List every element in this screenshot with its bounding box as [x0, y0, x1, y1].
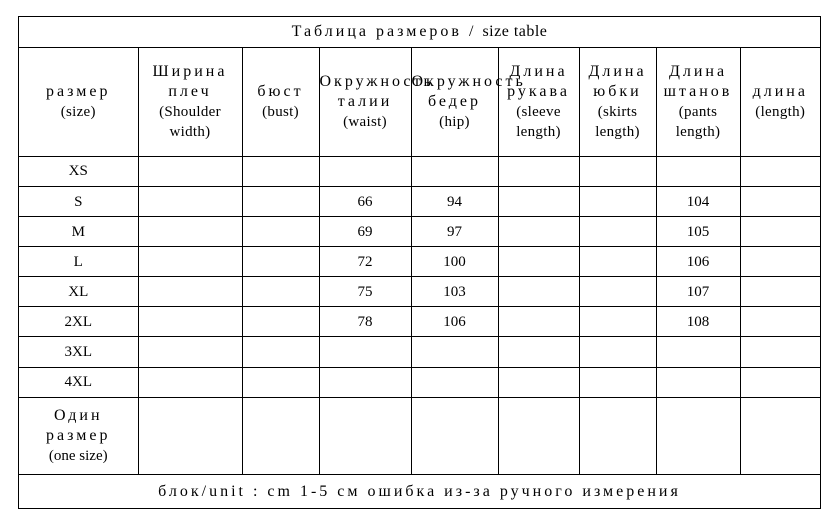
table-cell: 78 — [319, 307, 411, 337]
table-cell — [242, 307, 319, 337]
column-header-ru: размер — [46, 82, 111, 100]
table-cell — [498, 217, 579, 247]
table-cell — [579, 337, 656, 367]
table-cell: 66 — [319, 186, 411, 216]
table-cell — [498, 186, 579, 216]
column-header-ru: Окружность бедер — [411, 72, 526, 110]
table-cell — [242, 367, 319, 397]
one-size-label-ru: Один размер — [46, 406, 111, 444]
size-table-frame — [18, 16, 821, 509]
table-row — [19, 337, 820, 367]
table-cell — [579, 156, 656, 186]
table-cell: 107 — [656, 277, 740, 307]
table-cell: 108 — [656, 307, 740, 337]
table-cell — [579, 397, 656, 474]
table-cell — [740, 217, 820, 247]
column-header-ru: бюст — [257, 82, 304, 100]
table-cell: 97 — [411, 217, 498, 247]
size-label: M — [19, 217, 138, 247]
column-header-ru: Длина рукава — [507, 62, 570, 100]
column-header — [740, 48, 820, 156]
column-header-ru: длина — [752, 82, 808, 100]
one-size-label-en: (one size) — [48, 447, 108, 464]
table-cell — [242, 277, 319, 307]
table-cell — [656, 367, 740, 397]
column-header — [579, 48, 656, 156]
title-ru: Таблица размеров / — [291, 23, 477, 40]
table-cell: 72 — [319, 247, 411, 277]
table-cell — [740, 277, 820, 307]
table-cell — [579, 247, 656, 277]
table-cell — [740, 337, 820, 367]
table-cell — [242, 337, 319, 367]
table-cell — [740, 247, 820, 277]
size-label: 2XL — [19, 307, 138, 337]
table-cell — [656, 397, 740, 474]
size-label: XS — [19, 156, 138, 186]
column-header-en: (size) — [60, 103, 96, 120]
table-cell: 106 — [656, 247, 740, 277]
column-header-ru: Окружность талии — [319, 72, 434, 110]
column-header-ru: Ширина плеч — [152, 62, 228, 100]
table-cell — [138, 247, 242, 277]
table-row — [19, 307, 820, 337]
table-cell — [498, 337, 579, 367]
size-label: 4XL — [19, 367, 138, 397]
column-header-en: (pants length) — [675, 103, 721, 140]
table-cell — [411, 397, 498, 474]
header-row — [19, 48, 820, 156]
table-cell — [138, 397, 242, 474]
table-cell — [242, 217, 319, 247]
table-cell — [579, 186, 656, 216]
table-row — [19, 277, 820, 307]
table-cell: 106 — [411, 307, 498, 337]
column-header-ru: Длина штанов — [663, 62, 733, 100]
table-cell — [138, 307, 242, 337]
table-cell — [740, 186, 820, 216]
column-header — [242, 48, 319, 156]
table-cell — [740, 397, 820, 474]
column-header-en: (bust) — [262, 103, 299, 120]
table-cell — [242, 247, 319, 277]
table-cell — [411, 337, 498, 367]
size-table-body — [19, 48, 820, 475]
column-header-en: (length) — [755, 103, 806, 120]
table-row — [19, 186, 820, 216]
table-cell — [319, 337, 411, 367]
table-cell: 69 — [319, 217, 411, 247]
table-cell — [656, 156, 740, 186]
table-cell — [656, 337, 740, 367]
table-row — [19, 156, 820, 186]
table-cell — [242, 397, 319, 474]
table-cell — [138, 367, 242, 397]
table-cell — [498, 277, 579, 307]
table-cell — [319, 397, 411, 474]
table-cell: 104 — [656, 186, 740, 216]
table-cell — [740, 307, 820, 337]
one-size-label — [19, 397, 138, 474]
table-cell: 75 — [319, 277, 411, 307]
table-row — [19, 247, 820, 277]
title-en: size table — [482, 23, 548, 40]
column-header-en: (waist) — [343, 113, 387, 130]
size-label: 3XL — [19, 337, 138, 367]
table-cell — [242, 156, 319, 186]
table-cell — [498, 247, 579, 277]
size-table — [19, 48, 820, 475]
table-cell — [498, 397, 579, 474]
table-cell — [579, 277, 656, 307]
column-header-en: (hip) — [439, 113, 470, 130]
table-cell — [740, 156, 820, 186]
table-cell — [498, 156, 579, 186]
column-header — [19, 48, 138, 156]
table-cell — [411, 156, 498, 186]
table-cell — [138, 156, 242, 186]
footer-note: блок/unit : cm 1-5 см ошибка из-за ручного измерения — [19, 474, 820, 508]
table-cell — [740, 367, 820, 397]
size-label: S — [19, 186, 138, 216]
table-row — [19, 367, 820, 397]
column-header — [138, 48, 242, 156]
size-label: XL — [19, 277, 138, 307]
size-label: L — [19, 247, 138, 277]
table-cell — [319, 367, 411, 397]
table-cell — [579, 367, 656, 397]
table-cell — [498, 367, 579, 397]
table-row — [19, 217, 820, 247]
table-cell: 105 — [656, 217, 740, 247]
table-cell — [319, 156, 411, 186]
table-cell: 100 — [411, 247, 498, 277]
column-header — [319, 48, 434, 156]
column-header-ru: Длина юбки — [588, 62, 647, 100]
table-cell — [579, 307, 656, 337]
table-cell — [498, 307, 579, 337]
column-header-en: (sleeve length) — [516, 103, 561, 140]
column-header-en: (skirts length) — [595, 103, 640, 140]
table-cell — [138, 337, 242, 367]
column-header-en: (Shoulder width) — [159, 103, 221, 140]
table-cell: 103 — [411, 277, 498, 307]
table-cell — [411, 367, 498, 397]
table-cell — [138, 186, 242, 216]
table-cell — [138, 217, 242, 247]
column-header — [498, 48, 579, 156]
table-row-one-size — [19, 397, 820, 474]
table-cell — [138, 277, 242, 307]
table-cell — [242, 186, 319, 216]
table-cell: 94 — [411, 186, 498, 216]
table-cell — [579, 217, 656, 247]
table-title — [19, 17, 820, 48]
column-header — [656, 48, 740, 156]
column-header — [411, 48, 526, 156]
